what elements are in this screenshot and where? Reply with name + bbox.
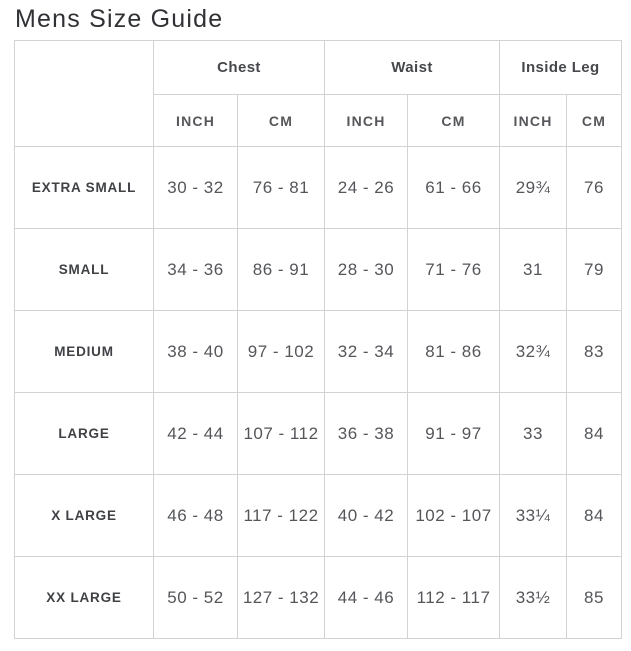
cell-chest-cm: 76 - 81 — [238, 147, 325, 229]
cell-chest-cm: 117 - 122 — [238, 475, 325, 557]
row-label: LARGE — [15, 393, 154, 475]
cell-waist-inch: 36 - 38 — [325, 393, 408, 475]
row-label: EXTRA SMALL — [15, 147, 154, 229]
cell-chest-inch: 38 - 40 — [154, 311, 238, 393]
page-title: Mens Size Guide — [15, 5, 224, 33]
cell-chest-inch: 50 - 52 — [154, 557, 238, 639]
cell-insideleg-inch: 32¾ — [500, 311, 567, 393]
cell-insideleg-inch: 31 — [500, 229, 567, 311]
cell-chest-inch: 42 - 44 — [154, 393, 238, 475]
cell-chest-cm: 86 - 91 — [238, 229, 325, 311]
cell-insideleg-cm: 85 — [567, 557, 622, 639]
row-label: X LARGE — [15, 475, 154, 557]
cell-waist-inch: 24 - 26 — [325, 147, 408, 229]
cell-waist-cm: 81 - 86 — [408, 311, 500, 393]
cell-waist-cm: 112 - 117 — [408, 557, 500, 639]
cell-waist-cm: 71 - 76 — [408, 229, 500, 311]
table-row-large — [15, 393, 622, 475]
cell-waist-cm: 102 - 107 — [408, 475, 500, 557]
cell-chest-inch: 46 - 48 — [154, 475, 238, 557]
cell-waist-cm: 61 - 66 — [408, 147, 500, 229]
unit-header-waist-cm: CM — [408, 95, 500, 147]
unit-header-insideleg-cm: CM — [567, 95, 622, 147]
column-group-waist: Waist — [325, 41, 500, 95]
cell-chest-cm: 97 - 102 — [238, 311, 325, 393]
cell-chest-inch: 30 - 32 — [154, 147, 238, 229]
column-group-chest: Chest — [154, 41, 325, 95]
cell-insideleg-inch: 33 — [500, 393, 567, 475]
size-guide-table — [14, 40, 622, 639]
cell-waist-cm: 91 - 97 — [408, 393, 500, 475]
cell-insideleg-cm: 79 — [567, 229, 622, 311]
unit-header-waist-inch: INCH — [325, 95, 408, 147]
unit-header-insideleg-inch: INCH — [500, 95, 567, 147]
cell-insideleg-inch: 33½ — [500, 557, 567, 639]
cell-insideleg-inch: 33¼ — [500, 475, 567, 557]
cell-waist-inch: 28 - 30 — [325, 229, 408, 311]
group-header-row — [15, 41, 622, 95]
cell-insideleg-cm: 76 — [567, 147, 622, 229]
row-label: XX LARGE — [15, 557, 154, 639]
table-row-xx-large — [15, 557, 622, 639]
cell-chest-cm: 127 - 132 — [238, 557, 325, 639]
cell-waist-inch: 44 - 46 — [325, 557, 408, 639]
cell-waist-inch: 32 - 34 — [325, 311, 408, 393]
row-label: MEDIUM — [15, 311, 154, 393]
cell-waist-inch: 40 - 42 — [325, 475, 408, 557]
cell-insideleg-cm: 83 — [567, 311, 622, 393]
cell-insideleg-cm: 84 — [567, 393, 622, 475]
table-row-extra-small — [15, 147, 622, 229]
row-label: SMALL — [15, 229, 154, 311]
corner-cell — [15, 41, 154, 147]
column-group-inside-leg: Inside Leg — [500, 41, 622, 95]
cell-chest-inch: 34 - 36 — [154, 229, 238, 311]
cell-insideleg-inch: 29¾ — [500, 147, 567, 229]
table-row-x-large — [15, 475, 622, 557]
table-row-medium — [15, 311, 622, 393]
table-row-small — [15, 229, 622, 311]
unit-header-chest-inch: INCH — [154, 95, 238, 147]
unit-header-chest-cm: CM — [238, 95, 325, 147]
cell-insideleg-cm: 84 — [567, 475, 622, 557]
cell-chest-cm: 107 - 112 — [238, 393, 325, 475]
